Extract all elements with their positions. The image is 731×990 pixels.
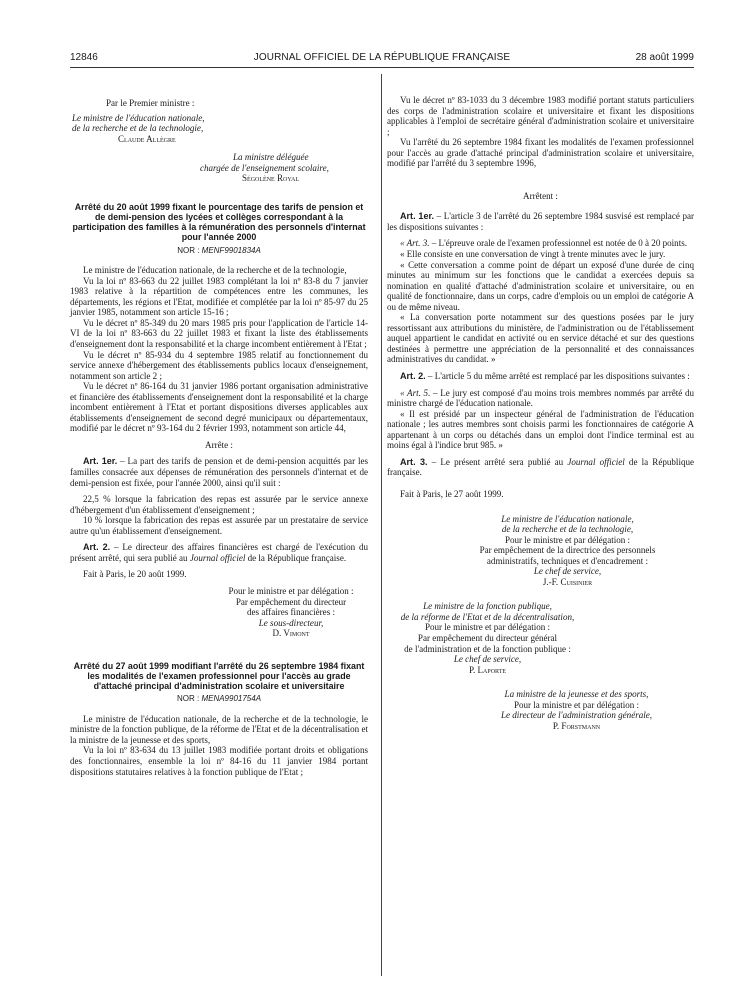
quoted-article (387, 238, 694, 249)
sig-line: de l'administration et de la fonction publique : (404, 643, 571, 654)
quoted-paragraph: « La conversation porte notamment sur des questions posées par le jury ressortissant aux attributions du ministère, de l'administration ou de l'établissement auquel appartient le candidat en activité ou en service détaché et sur des questions destinées à permettre une appréciation de la personnalité et des connaissances administratives du candidat. » (387, 312, 694, 365)
signature-block (387, 601, 694, 675)
article-3 (387, 457, 694, 478)
nor-label: NOR : (177, 245, 200, 255)
percentage-item: 22,5 % lorsque la fabrication des repas est assurée par le service annexe d'hébergement d'un établissement d'enseignement ; (70, 494, 368, 515)
page-number: 12846 (70, 52, 98, 63)
sig-minister-line: Le ministre de l'éducation nationale, (72, 112, 205, 123)
paragraph: Vu le décret nº 85-934 du 4 septembre 1985 relatif au fonctionnement du service annexe d'hébergement des établissements publics locaux d'enseignement, notamment son article 2 ; (70, 349, 368, 381)
sig-line: Le ministre de la fonction publique, (423, 601, 552, 612)
article-2 (70, 542, 368, 563)
journal-officiel-ref: Journal officiel (567, 456, 625, 467)
page-header (70, 52, 694, 66)
sig-line: Pour le ministre et par délégation : (504, 534, 631, 545)
article-label: Art. 2. (400, 371, 426, 382)
header-rule (70, 67, 694, 68)
left-column (70, 98, 368, 777)
paragraph: Vu la loi nº 83-663 du 22 juillet 1983 complétant la loi nº 83-8 du 7 janvier 1983 relative à la répartition de compétences entre les communes, les départements, les régions et l'Etat, modifiée et complétée par la loi nº 85-97 du 25 janvier 1985, notamment son article 15-16 ; (70, 275, 368, 318)
quoted-paragraph: « Elle consiste en une conversation de vingt à trente minutes avec le jury. (400, 249, 666, 260)
article-label: Art. 1er. (83, 456, 118, 467)
sig-title: Le chef de service, (533, 566, 602, 577)
sig-title: Le chef de service, (453, 654, 522, 665)
column-divider (381, 74, 382, 976)
quoted-paragraph: « Cette conversation a comme point de départ un exposé d'une durée de cinq minutes au minimum sur les fonctions que le candidat a exercées depuis sa nomination en qualité d'attaché d'administration scolaire et universitaire, ou en qualité de fonctionnaire, dans un corps, cadre d'emplois ou un emploi de catégorie A ou de même niveau. (387, 259, 694, 312)
arrete-heading: Arrête : (205, 439, 233, 450)
issue-date: 28 août 1999 (635, 52, 694, 63)
signed-place-date: Fait à Paris, le 20 août 1999. (83, 569, 187, 580)
nor-code: MENF9901834A (201, 245, 261, 255)
sig-line: Pour le ministre et par délégation : (228, 585, 354, 596)
sig-minister-line: de la recherche et de la technologie, (72, 123, 204, 134)
sig-line: Par empêchement du directeur (235, 596, 347, 607)
article-2 (387, 371, 694, 382)
sig-minister-name: Claude Allègre (118, 133, 176, 144)
article-label: Art. 3. (400, 456, 428, 467)
article-text: – Le présent arrêté sera publié au (427, 456, 568, 467)
sig-line: Par empêchement du directeur général (417, 632, 558, 643)
sig-line: des affaires financières : (247, 607, 335, 618)
sig-delegate-name: Ségolène Royal (242, 173, 299, 184)
article-text: – L'article 3 de l'arrêté du 26 septembre 1984 susvisé est remplacé par les dispositions suivantes : (387, 211, 694, 232)
sig-line: administratifs, techniques et d'encadrement : (486, 555, 649, 566)
article-text: – Le directeur des affaires financières est chargé de l'exécution du présent arrêté, qui sera publié au (70, 542, 368, 563)
sig-name: P. Forstmann (552, 720, 601, 731)
article-text: – La part des tarifs de pension et de demi-pension acquittés par les familles consacrée aux dépenses de rémunération des personnels d'internat et de demi-pension est fixée, pour l'année 2000, ainsi qu'il suit : (70, 456, 368, 488)
article-label: Art. 1er. (400, 211, 435, 222)
signature-block (387, 689, 694, 731)
quoted-article (387, 388, 694, 409)
arretent-heading: Arrêtent : (523, 190, 558, 201)
article-1 (70, 456, 368, 488)
sig-delegate-line: La ministre déléguée (233, 152, 309, 163)
sig-name: D. Vimont (272, 628, 310, 639)
paragraph: Vu l'arrêté du 26 septembre 1984 fixant les modalités de l'examen professionnel pour l'accès au grade d'attaché principal d'administration scolaire et universitaire, modifié par l'arrêté du 3 septembre 1996, (387, 137, 694, 169)
nor-code: MENA9901754A (201, 694, 262, 704)
paragraph: Vu le décret nº 83-1033 du 3 décembre 1983 modifié portant statuts particuliers des corps de l'administration scolaire et universitaire et fixant les dispositions applicables à l'emploi de secrétaire général d'administration scolaire et universitaire ; (387, 95, 694, 137)
sig-line: Par empêchement de la directrice des personnels (479, 545, 656, 556)
right-column (387, 95, 694, 731)
paragraph: Le ministre de l'éducation nationale, de la recherche et de la technologie, (83, 265, 347, 276)
quoted-article-text: – Le jury est composé d'au moins trois membres nommés par arrêté du ministre chargé de l'éducation nationale. (387, 387, 694, 409)
signature-block-prime-minister (70, 98, 368, 184)
quoted-paragraph: « Il est présidé par un inspecteur général de l'administration de l'éducation nationale ; les autres membres sont choisis parmi les fonctionnaires de catégorie A appartenant à un corps ou détachés dans un emploi dont l'indice terminal est au moins égal à l'indice brut 985. » (387, 408, 694, 451)
sig-line: La ministre de la jeunesse et des sports, (504, 689, 649, 700)
sig-name: P. Laporte (468, 664, 507, 675)
sig-line: de la recherche et de la technologie, (501, 524, 634, 535)
sig-title: Le sous-directeur, (258, 617, 324, 628)
quoted-article-label: « Art. 3. (400, 238, 430, 249)
sig-line: de la réforme de l'Etat et de la décentralisation, (400, 611, 575, 622)
paragraph: Vu le décret nº 86-164 du 31 janvier 1986 portant organisation administrative et financière des établissements d'enseignement dont la responsabilité et la charge incombent entièrement à l'Etat et portant dispositions diverses applicables aux établissements d'enseignement de second degré municipaux ou départementaux, modifié par le décret nº 93-164 du 2 février 1993, notamment son article 44, (70, 381, 368, 434)
article-1 (387, 211, 694, 232)
decree-title: Arrêté du 27 août 1999 modifiant l'arrêté du 26 septembre 1984 fixant les modalités de l'examen professionnel pour l'accès au grade d'attaché principal d'administration scolaire et universitaire (73, 660, 365, 692)
sig-title: Le directeur de l'administration générale, (500, 710, 653, 721)
journal-title: JOURNAL OFFICIEL DE LA RÉPUBLIQUE FRANÇAISE (253, 52, 511, 63)
sig-line: Pour la ministre et par délégation : (513, 699, 640, 710)
sig-name: J.-F. Cuisinier (542, 576, 593, 587)
signature-block (70, 586, 368, 639)
nor-reference (70, 694, 368, 705)
article-text: de la République française. (387, 456, 695, 478)
signature-block (387, 514, 694, 588)
journal-officiel-ref: Journal officiel (189, 552, 246, 563)
nor-label: NOR : (176, 694, 200, 704)
sig-delegate-line: chargée de l'enseignement scolaire, (200, 162, 329, 173)
sig-line: Pour le ministre et par délégation : (424, 622, 551, 633)
article-label: Art. 2. (83, 542, 111, 553)
quoted-article-label: « Art. 5. (400, 387, 431, 398)
paragraph: Le ministre de l'éducation nationale, de la recherche et de la technologie, le ministre de la fonction publique, de la réforme de l'Etat et de la décentralisation et la ministre de la jeunesse et des sports, (70, 713, 368, 745)
decree-title: Arrêté du 20 août 1999 fixant le pourcentage des tarifs de pension et de demi-pension des lycées et collèges correspondant à la participation des familles à la rémunération des personnels d'internat pour l'année 2000 (72, 201, 366, 243)
percentage-item: 10 % lorsque la fabrication des repas est assurée par un prestataire de service autre qu'un établissement d'enseignement. (70, 515, 368, 536)
signed-place-date: Fait à Paris, le 27 août 1999. (400, 488, 504, 499)
nor-reference (70, 246, 368, 257)
article-text: de la République française. (245, 552, 347, 563)
quoted-article-text: – L'épreuve orale de l'examen professionnel est notée de 0 à 20 points. (429, 238, 687, 249)
paragraph: Vu la loi nº 83-634 du 13 juillet 1983 modifiée portant droits et obligations des fonctionnaires, ensemble la loi nº 84-16 du 11 janvier 1984 portant dispositions statutaires relatives à la fonction publique de l'Etat ; (70, 745, 368, 777)
paragraph: Vu le décret nº 85-349 du 20 mars 1985 pris pour l'application de l'article 14-VI de la loi nº 83-663 du 22 juillet 1983 et fixant la liste des établissements d'enseignement dont la responsabilité et la charge incombent entièrement à l'Etat ; (70, 317, 368, 350)
sig-line: Le ministre de l'éducation nationale, (501, 513, 634, 524)
article-text: – L'article 5 du même arrêté est remplacé par les dispositions suivantes : (425, 371, 690, 382)
sig-intro: Par le Premier ministre : (106, 98, 195, 108)
